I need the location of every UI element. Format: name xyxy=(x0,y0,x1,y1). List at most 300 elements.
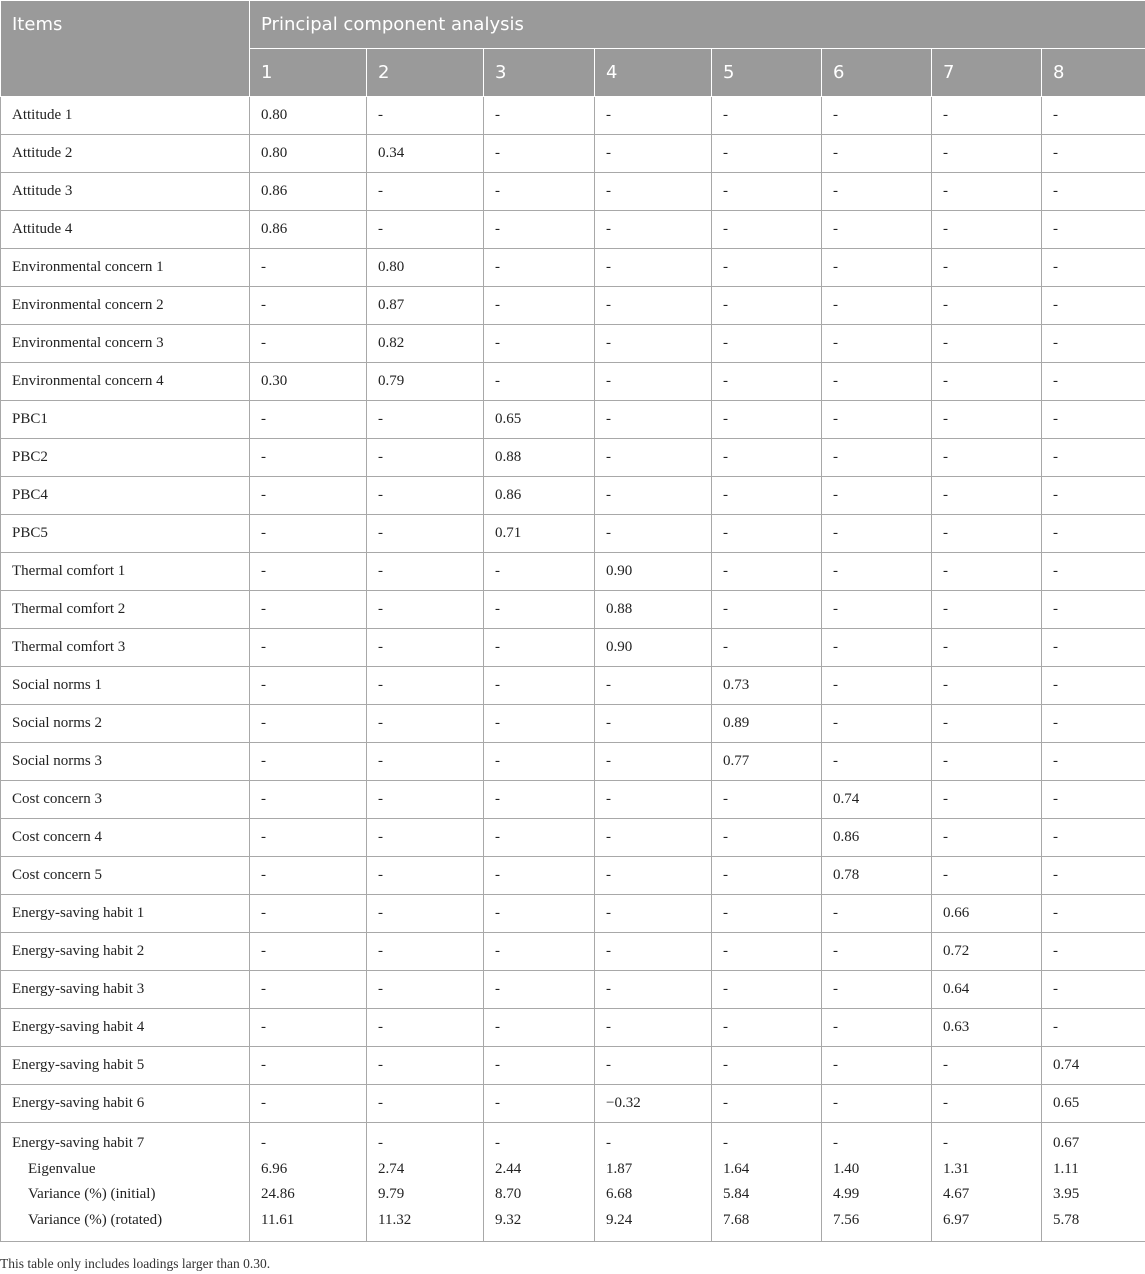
item-label: Energy-saving habit 3 xyxy=(1,971,250,1009)
loading-cell: - xyxy=(822,439,932,477)
loading-cell: - xyxy=(932,1047,1042,1085)
loading-cell: - xyxy=(712,895,822,933)
loading-cell: - xyxy=(250,1047,367,1085)
loading-cell: - xyxy=(1042,439,1145,477)
loading-cell: - xyxy=(712,249,822,287)
loading-cell: - xyxy=(250,629,367,667)
loading-cell: - xyxy=(367,667,484,705)
loading-cell: - xyxy=(822,249,932,287)
summary-label: Eigenvalue xyxy=(28,1160,96,1177)
loading-cell: - xyxy=(367,591,484,629)
item-label: PBC1 xyxy=(1,401,250,439)
loading-cell: - xyxy=(822,629,932,667)
loading-cell: 0.34 xyxy=(367,135,484,173)
loading-cell: - xyxy=(822,477,932,515)
loading-cell: - xyxy=(250,971,367,1009)
loading-cell: - xyxy=(932,97,1042,135)
loading-cell: - xyxy=(595,363,712,401)
loading-cell: - xyxy=(484,819,595,857)
loading-cell: - xyxy=(712,553,822,591)
component-header-3: 3 xyxy=(484,49,595,97)
loading-cell: - xyxy=(484,1085,595,1123)
loading-cell: 0.90 xyxy=(595,553,712,591)
loading-cell: - xyxy=(1042,895,1145,933)
item-label: Thermal comfort 2 xyxy=(1,591,250,629)
table-row xyxy=(1,705,1145,743)
summary-value: 9.24 xyxy=(606,1211,633,1228)
loading-cell: - xyxy=(712,439,822,477)
loading-cell: 0.89 xyxy=(712,705,822,743)
loading-cell: - xyxy=(932,705,1042,743)
loading-cell: - xyxy=(595,135,712,173)
loading-cell: - xyxy=(367,857,484,895)
summary-values-cell xyxy=(1042,1123,1145,1242)
loading-cell: - xyxy=(250,1009,367,1047)
loading-cell: - xyxy=(367,743,484,781)
loading-cell: - xyxy=(822,1085,932,1123)
loading-cell: - xyxy=(712,629,822,667)
item-label: Environmental concern 2 xyxy=(1,287,250,325)
component-header-1: 1 xyxy=(250,49,367,97)
loading-cell: - xyxy=(822,515,932,553)
table-row xyxy=(1,477,1145,515)
item-label: Cost concern 4 xyxy=(1,819,250,857)
summary-value: 11.61 xyxy=(261,1211,295,1228)
component-header-4: 4 xyxy=(595,49,712,97)
loading-cell: - xyxy=(712,971,822,1009)
loading-cell: - xyxy=(367,211,484,249)
item-label: Energy-saving habit 6 xyxy=(1,1085,250,1123)
loading-cell: - xyxy=(822,933,932,971)
loading-cell: - xyxy=(595,325,712,363)
summary-value: 2.74 xyxy=(378,1160,405,1177)
loading-cell: - xyxy=(484,781,595,819)
loading-cell: 0.77 xyxy=(712,743,822,781)
loading-cell: - xyxy=(484,743,595,781)
loading-cell: - xyxy=(367,1085,484,1123)
loading-cell: - xyxy=(367,705,484,743)
loading-cell: - xyxy=(932,249,1042,287)
loading-cell: 0.65 xyxy=(1042,1085,1145,1123)
component-header-7: 7 xyxy=(932,49,1042,97)
summary-value: 1.87 xyxy=(606,1160,633,1177)
loading-cell: - xyxy=(250,477,367,515)
loading-cell: - xyxy=(250,705,367,743)
loading-cell: - xyxy=(484,1009,595,1047)
loading-cell: - xyxy=(1042,173,1145,211)
item-label: Attitude 4 xyxy=(1,211,250,249)
component-header-6: 6 xyxy=(822,49,932,97)
table-row xyxy=(1,173,1145,211)
pca-group-header: Principal component analysis xyxy=(250,1,1145,49)
loading-cell: - xyxy=(1042,477,1145,515)
component-header-5: 5 xyxy=(712,49,822,97)
loading-cell: 0.74 xyxy=(822,781,932,819)
loading-cell: - xyxy=(595,971,712,1009)
loading-cell: - xyxy=(250,287,367,325)
loading-cell: - xyxy=(932,667,1042,705)
item-label: Social norms 2 xyxy=(1,705,250,743)
loading-cell: 0.86 xyxy=(822,819,932,857)
loading-cell: 0.88 xyxy=(484,439,595,477)
item-label: Energy-saving habit 5 xyxy=(1,1047,250,1085)
loading-cell: - xyxy=(712,363,822,401)
loading-cell: - xyxy=(1042,97,1145,135)
loading-cell: - xyxy=(484,1047,595,1085)
loading-cell: - xyxy=(367,933,484,971)
summary-labels xyxy=(1,1123,250,1242)
loading-cell: - xyxy=(1042,553,1145,591)
loading-cell: - xyxy=(1042,933,1145,971)
loading-cell: - xyxy=(484,249,595,287)
loading-cell: 0.66 xyxy=(932,895,1042,933)
loading-cell: - xyxy=(822,173,932,211)
summary-values-cell xyxy=(822,1123,932,1242)
loading-cell: - xyxy=(822,705,932,743)
table-row xyxy=(1,401,1145,439)
loading-cell: - xyxy=(250,895,367,933)
loading-cell: - xyxy=(712,933,822,971)
loading-cell: - xyxy=(250,933,367,971)
loading-cell: - xyxy=(250,439,367,477)
loading-cell: - xyxy=(250,249,367,287)
loading-cell: - xyxy=(250,819,367,857)
loading-cell: - xyxy=(932,401,1042,439)
loading-cell: - xyxy=(595,515,712,553)
loading-cell: 0.86 xyxy=(250,211,367,249)
loading-cell: - xyxy=(367,629,484,667)
loading-cell: - xyxy=(367,781,484,819)
loading-cell: - xyxy=(367,895,484,933)
loading-cell: - xyxy=(1042,287,1145,325)
summary-value: 5.78 xyxy=(1053,1211,1080,1228)
loading-cell: - xyxy=(712,1085,822,1123)
table-row xyxy=(1,895,1145,933)
loading-cell: - xyxy=(484,591,595,629)
loading-cell: - xyxy=(712,1009,822,1047)
loading-cell: - xyxy=(1042,591,1145,629)
loading-cell: - xyxy=(595,667,712,705)
loading-cell: 0.64 xyxy=(932,971,1042,1009)
loading-cell: - xyxy=(595,705,712,743)
loading-cell: - xyxy=(1042,857,1145,895)
loading-cell: - xyxy=(484,363,595,401)
loading-cell: - xyxy=(932,553,1042,591)
table-row xyxy=(1,363,1145,401)
loading-cell: - xyxy=(250,667,367,705)
loading-cell: - xyxy=(932,135,1042,173)
loading-cell: - xyxy=(595,895,712,933)
loading-cell: - xyxy=(595,211,712,249)
loading-cell: - xyxy=(1042,135,1145,173)
loading-cell: - xyxy=(932,819,1042,857)
item-label: Cost concern 5 xyxy=(1,857,250,895)
loading-cell: - xyxy=(250,743,367,781)
summary-value: 4.67 xyxy=(943,1186,970,1202)
loading-cell: - xyxy=(595,933,712,971)
table-row xyxy=(1,439,1145,477)
loading-cell: - xyxy=(822,135,932,173)
loading-cell: - xyxy=(712,287,822,325)
loading-cell: - xyxy=(712,401,822,439)
summary-value: 9.79 xyxy=(378,1186,405,1202)
table-row xyxy=(1,971,1145,1009)
loading-cell: - xyxy=(932,857,1042,895)
loading-cell: - xyxy=(595,743,712,781)
loading-cell: - xyxy=(1042,363,1145,401)
loading-cell: - xyxy=(1042,249,1145,287)
item-label: Cost concern 3 xyxy=(1,781,250,819)
table-row xyxy=(1,287,1145,325)
loading-cell: - xyxy=(595,287,712,325)
summary-value: 4.99 xyxy=(833,1186,860,1202)
summary-label: Variance (%) (initial) xyxy=(28,1186,156,1202)
summary-value: 5.84 xyxy=(723,1186,750,1202)
loading-cell: - xyxy=(932,211,1042,249)
loading-cell: - xyxy=(484,553,595,591)
loading-cell: - xyxy=(822,363,932,401)
loading-cell: - xyxy=(367,1009,484,1047)
loading-cell: - xyxy=(484,933,595,971)
item-label: PBC2 xyxy=(1,439,250,477)
loading-cell: 0.87 xyxy=(367,287,484,325)
item-label: Environmental concern 4 xyxy=(1,363,250,401)
loading-cell: - xyxy=(712,477,822,515)
loading-cell: - xyxy=(595,1009,712,1047)
loading-cell: - xyxy=(595,1047,712,1085)
loading-cell: - xyxy=(712,515,822,553)
loading-cell: - xyxy=(822,667,932,705)
loading-cell: - xyxy=(1042,971,1145,1009)
loading-cell: - xyxy=(1042,629,1145,667)
loading-cell: - xyxy=(484,325,595,363)
loading-cell: 0.30 xyxy=(250,363,367,401)
loading-cell: - xyxy=(250,325,367,363)
loading-cell: - xyxy=(367,515,484,553)
loading-cell: 0.90 xyxy=(595,629,712,667)
loading-cell: −0.32 xyxy=(595,1085,712,1123)
summary-value: 7.56 xyxy=(833,1211,860,1228)
loading-cell: - xyxy=(1042,211,1145,249)
summary-values-cell xyxy=(712,1123,822,1242)
loading-cell: - xyxy=(595,781,712,819)
summary-value: 1.64 xyxy=(723,1160,750,1177)
loading-cell: - xyxy=(833,1135,838,1151)
loading-cell: - xyxy=(932,173,1042,211)
loading-cell: - xyxy=(495,1135,500,1151)
item-label: Attitude 1 xyxy=(1,97,250,135)
summary-label: Variance (%) (rotated) xyxy=(28,1211,163,1228)
table-row xyxy=(1,1085,1145,1123)
loading-cell: - xyxy=(250,781,367,819)
loading-cell: 0.71 xyxy=(484,515,595,553)
summary-value: 11.32 xyxy=(378,1211,412,1228)
loading-cell: - xyxy=(712,857,822,895)
loading-cell: - xyxy=(822,287,932,325)
loading-cell: - xyxy=(1042,819,1145,857)
loading-cell: 0.80 xyxy=(367,249,484,287)
component-header-2: 2 xyxy=(367,49,484,97)
loading-cell: - xyxy=(250,1085,367,1123)
loading-cell: - xyxy=(943,1135,948,1151)
loading-cell: - xyxy=(822,401,932,439)
summary-value: 2.44 xyxy=(495,1160,522,1177)
table-row xyxy=(1,629,1145,667)
loading-cell: 0.63 xyxy=(932,1009,1042,1047)
loading-cell: - xyxy=(1042,515,1145,553)
loading-cell: - xyxy=(932,439,1042,477)
summary-values-cell xyxy=(932,1123,1042,1242)
loading-cell: - xyxy=(484,705,595,743)
summary-value: 9.32 xyxy=(495,1211,522,1228)
component-header-8: 8 xyxy=(1042,49,1145,97)
loading-cell: - xyxy=(712,1047,822,1085)
table-row xyxy=(1,781,1145,819)
loading-cell: - xyxy=(822,97,932,135)
loading-cell: - xyxy=(367,1047,484,1085)
table-row xyxy=(1,1009,1145,1047)
loading-cell: - xyxy=(595,173,712,211)
loading-cell: - xyxy=(932,629,1042,667)
loading-cell: 0.74 xyxy=(1042,1047,1145,1085)
loading-cell: - xyxy=(1042,401,1145,439)
loading-cell: - xyxy=(822,211,932,249)
loading-cell: - xyxy=(712,97,822,135)
loading-cell: - xyxy=(484,971,595,1009)
summary-row xyxy=(1,1123,1145,1242)
loading-cell: - xyxy=(822,1009,932,1047)
summary-values-cell xyxy=(595,1123,712,1242)
item-label: Energy-saving habit 7 xyxy=(12,1135,145,1151)
loading-cell: - xyxy=(822,591,932,629)
loading-cell: 0.80 xyxy=(250,97,367,135)
table-row xyxy=(1,211,1145,249)
loading-cell: 0.82 xyxy=(367,325,484,363)
table-row xyxy=(1,667,1145,705)
summary-value: 3.95 xyxy=(1053,1186,1080,1202)
loading-cell: - xyxy=(723,1135,728,1151)
loading-cell: - xyxy=(822,553,932,591)
loading-cell: - xyxy=(712,591,822,629)
item-label: Environmental concern 3 xyxy=(1,325,250,363)
item-label: Energy-saving habit 4 xyxy=(1,1009,250,1047)
loading-cell: 0.86 xyxy=(484,477,595,515)
summary-values-cell xyxy=(484,1123,595,1242)
summary-value: 24.86 xyxy=(261,1186,295,1202)
loading-cell: 0.72 xyxy=(932,933,1042,971)
summary-value: 6.97 xyxy=(943,1211,970,1228)
item-label: PBC4 xyxy=(1,477,250,515)
loading-cell: - xyxy=(932,743,1042,781)
loading-cell: - xyxy=(250,515,367,553)
loading-cell: - xyxy=(932,325,1042,363)
table-row xyxy=(1,97,1145,135)
loading-cell: - xyxy=(367,819,484,857)
loading-cell: 0.73 xyxy=(712,667,822,705)
table-row xyxy=(1,249,1145,287)
loading-cell: - xyxy=(1042,781,1145,819)
summary-values-cell xyxy=(367,1123,484,1242)
loading-cell: - xyxy=(822,1047,932,1085)
loading-cell: - xyxy=(367,477,484,515)
summary-value: 7.68 xyxy=(723,1211,750,1228)
items-header: Items xyxy=(1,1,250,97)
loading-cell: 0.65 xyxy=(484,401,595,439)
loading-cell: - xyxy=(250,857,367,895)
loading-cell: - xyxy=(484,97,595,135)
loading-cell: - xyxy=(712,135,822,173)
table-row xyxy=(1,591,1145,629)
loading-cell: - xyxy=(595,819,712,857)
loading-cell: - xyxy=(595,249,712,287)
loading-cell: - xyxy=(484,895,595,933)
item-label: Environmental concern 1 xyxy=(1,249,250,287)
loading-cell: - xyxy=(595,401,712,439)
loading-cell: - xyxy=(822,743,932,781)
table-row xyxy=(1,743,1145,781)
loading-cell: - xyxy=(484,211,595,249)
loading-cell: - xyxy=(595,439,712,477)
loading-cell: - xyxy=(484,857,595,895)
item-label: Energy-saving habit 2 xyxy=(1,933,250,971)
table-row xyxy=(1,515,1145,553)
loading-cell: - xyxy=(367,97,484,135)
summary-value: 1.11 xyxy=(1053,1160,1079,1177)
table-row xyxy=(1,325,1145,363)
table-row xyxy=(1,553,1145,591)
loading-cell: - xyxy=(712,819,822,857)
item-label: Energy-saving habit 1 xyxy=(1,895,250,933)
loading-cell: - xyxy=(378,1135,383,1151)
table-body xyxy=(1,97,1145,1242)
table-row xyxy=(1,819,1145,857)
loading-cell: 0.67 xyxy=(1053,1135,1080,1151)
loading-cell: - xyxy=(932,591,1042,629)
loading-cell: - xyxy=(484,135,595,173)
loading-cell: - xyxy=(261,1135,266,1151)
loading-cell: - xyxy=(712,211,822,249)
loading-cell: - xyxy=(484,629,595,667)
loading-cell: - xyxy=(250,401,367,439)
loading-cell: - xyxy=(484,287,595,325)
loading-cell: - xyxy=(712,781,822,819)
summary-value: 6.68 xyxy=(606,1186,633,1202)
item-label: Attitude 3 xyxy=(1,173,250,211)
table-row xyxy=(1,1047,1145,1085)
loading-cell: 0.88 xyxy=(595,591,712,629)
loading-cell: - xyxy=(932,287,1042,325)
summary-value: 8.70 xyxy=(495,1186,522,1202)
loading-cell: - xyxy=(595,857,712,895)
loading-cell: - xyxy=(367,401,484,439)
loading-cell: - xyxy=(822,895,932,933)
loading-cell: - xyxy=(1042,667,1145,705)
loading-cell: - xyxy=(932,515,1042,553)
table-footnote: This table only includes loadings larger than 0.30. xyxy=(0,1256,271,1271)
item-label: Social norms 1 xyxy=(1,667,250,705)
summary-value: 1.40 xyxy=(833,1160,860,1177)
loading-cell: - xyxy=(484,173,595,211)
loading-cell: - xyxy=(712,325,822,363)
table-row xyxy=(1,857,1145,895)
summary-values-cell xyxy=(250,1123,367,1242)
summary-value: 6.96 xyxy=(261,1160,288,1177)
loading-cell: - xyxy=(1042,325,1145,363)
loading-cell: 0.79 xyxy=(367,363,484,401)
loading-cell: - xyxy=(367,173,484,211)
loading-cell: - xyxy=(932,363,1042,401)
loading-cell: - xyxy=(932,781,1042,819)
